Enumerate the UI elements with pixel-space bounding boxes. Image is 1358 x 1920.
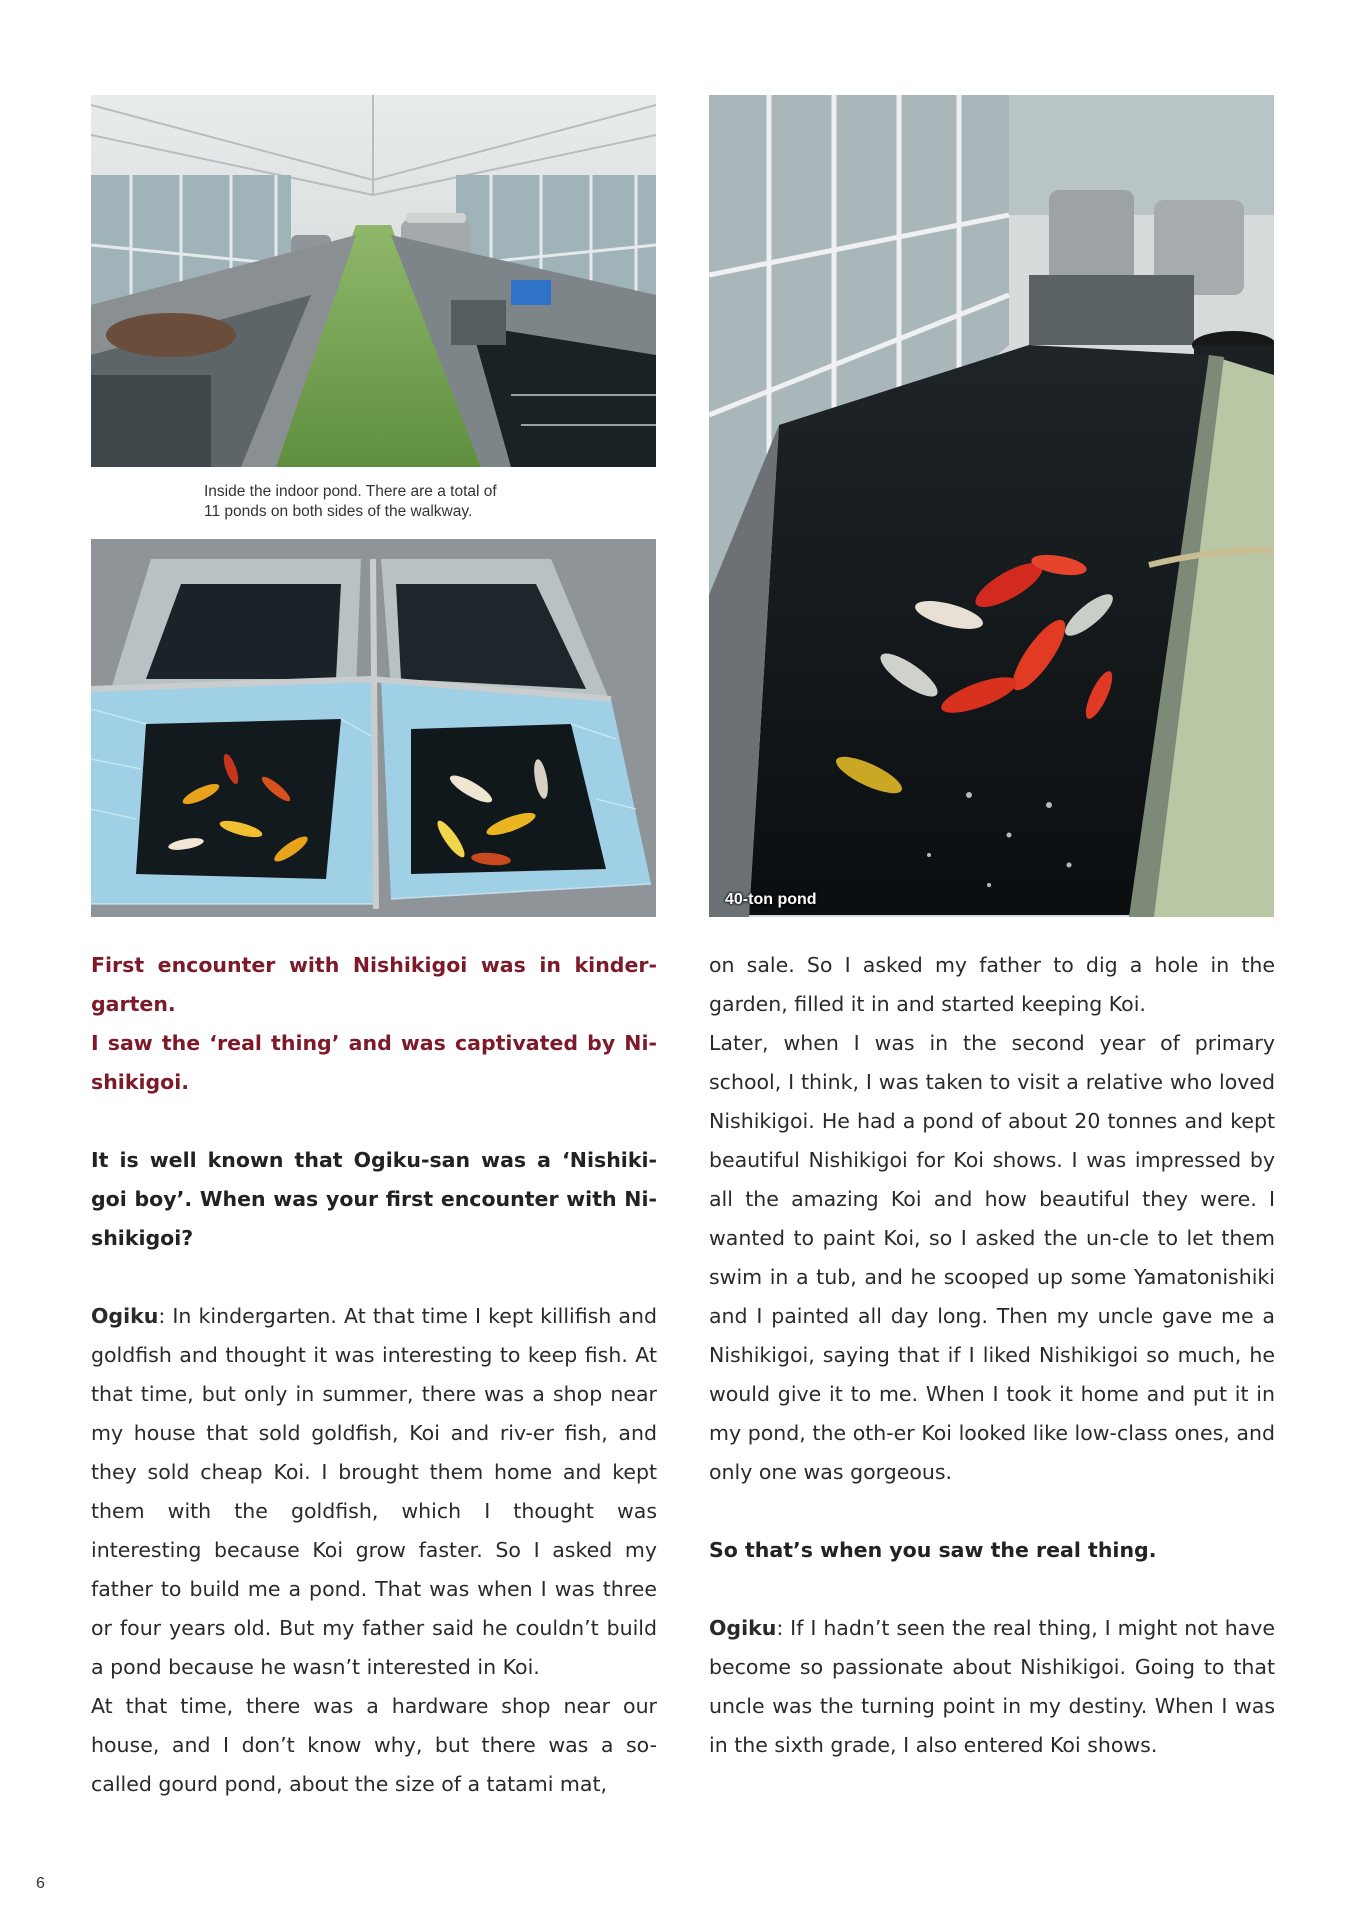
caption-line-1: Inside the indoor pond. There are a total of <box>204 483 497 500</box>
interview-question-first-encounter: It is well known that Ogiku-san was a ‘Nishiki-goi boy’. When was your first encounter with Ni-shikigoi? <box>91 1148 657 1250</box>
interview-answer-kindergarten <box>91 1297 657 1687</box>
answer-continuation-pond: on sale. So I asked my father to dig a hole in the garden, filled it in and started keeping Koi. <box>709 953 1275 1016</box>
answer-text: : If I hadn’t seen the real thing, I might not have become so passionate about Nishikigoi. Going to that uncle was the turning point in my destiny. When I was in the sixth grade, I also entered Koi shows. <box>709 1616 1275 1757</box>
headline-real-thing: I saw the ‘real thing’ and was captivated by Ni-shikigoi. <box>91 1031 657 1094</box>
koi-nets-photo <box>91 539 656 917</box>
photo-caption <box>204 482 624 522</box>
headline-first-encounter: First encounter with Nishikigoi was in kinder-garten. <box>91 953 657 1016</box>
interview-answer-gourd-pond: At that time, there was a hardware shop near our house, and I don’t know why, but there was a so-called gourd pond, about the size of a tatami mat, <box>91 1694 657 1796</box>
interview-answer-turning-point <box>709 1609 1275 1765</box>
indoor-pond-greenhouse-photo <box>91 95 656 467</box>
forty-ton-pond-illustration <box>709 95 1274 917</box>
answer-continuation-uncle: Later, when I was in the second year of primary school, I think, I was taken to visit a relative who loved Nishikigoi. He had a pond of about 20 tonnes and kept beautiful Nishikigoi for Koi shows. I was impressed by all the amazing Koi and how beautiful they were. I wanted to paint Koi, so I asked the un-cle to let them swim in a tub, and he scooped up some Yamatonishiki and I painted all day long. Then my uncle gave me a Nishikigoi, saying that if I liked Nishikigoi so much, he would give it to me. When I took it home and put it in my pond, the oth-er Koi looked like low-class ones, and only one was gorgeous. <box>709 1031 1275 1484</box>
forty-ton-pond-label: 40-ton pond <box>725 891 817 908</box>
answer-text: : In kindergarten. At that time I kept killifish and goldfish and thought it was interesting to keep fish. At that time, but only in summer, there was a shop near my house that sold goldfish, Koi and riv-er fish, and they sold cheap Koi. I brought them home and kept them with the goldfish, which I thought was interesting because Koi grow faster. So I asked my father to build me a pond. That was when I was three or four years old. But my father said he couldn’t build a pond because he wasn’t interested in Koi. <box>91 1304 657 1679</box>
interview-question-real-thing: So that’s when you saw the real thing. <box>709 1538 1157 1562</box>
speaker-name: Ogiku <box>91 1304 159 1328</box>
page-number: 6 <box>36 1875 45 1892</box>
article-right-column <box>709 946 1275 1765</box>
caption-line-2: 11 ponds on both sides of the walkway. <box>204 503 473 520</box>
forty-ton-pond-photo <box>709 95 1274 917</box>
koi-nets-illustration <box>91 539 656 917</box>
speaker-name: Ogiku <box>709 1616 777 1640</box>
article-left-column <box>91 946 657 1804</box>
greenhouse-illustration <box>91 95 656 467</box>
